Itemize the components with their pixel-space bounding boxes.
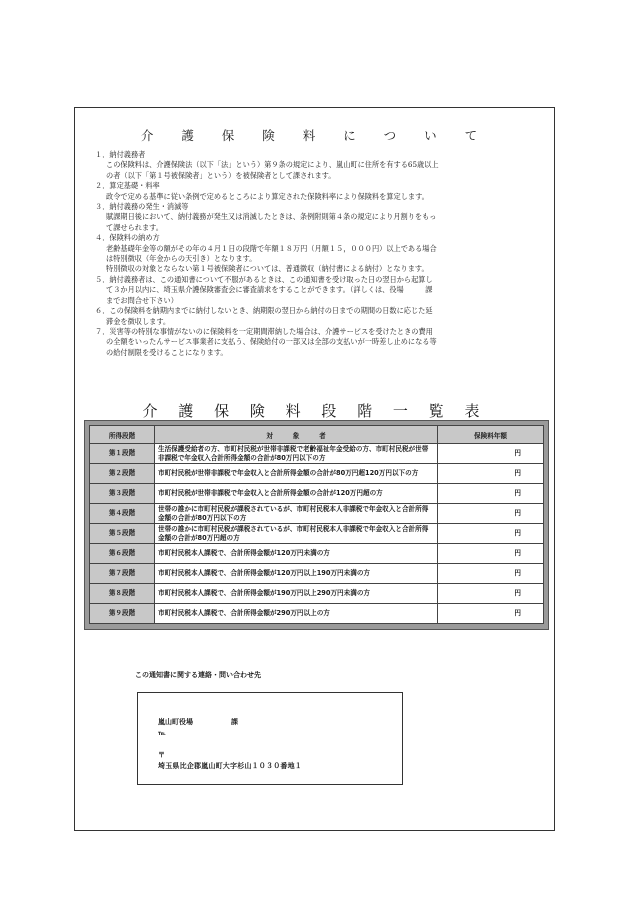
stage-cell: 第９段階 [90, 604, 155, 624]
section-1 [95, 150, 542, 181]
section-line: て課せられます。 [106, 222, 163, 232]
section-line: 老齢基礎年金等の額がその年の４月１日の段階で年額１８万円（月額１５，０００円）以上である場合 [106, 243, 437, 253]
contact-box [137, 692, 403, 785]
fee-table [89, 425, 544, 624]
section-line: この保険料は、介護保険法（以下「法」という）第９条の規定により、嵐山町に住所を有する65歳以上 [106, 160, 439, 170]
tel-line: ℡ [158, 730, 166, 737]
amount-cell: 円 [438, 564, 544, 584]
table-row [90, 524, 544, 544]
table-row [90, 464, 544, 484]
section-6 [95, 306, 542, 327]
table-header-row [90, 426, 544, 444]
page-title: 介 護 保 険 料 に つ い て [140, 128, 490, 143]
section-line: の者（以下「第１号被保険者」という）を被保険者として課されます。 [106, 170, 336, 180]
section-title: ４．保険料の納め方 [95, 233, 160, 243]
stage-cell: 第２段階 [90, 464, 155, 484]
section-line: て３か月以内に、埼玉県介護保険審査会に審査請求をすることができます。（詳しくは、役場 課 [106, 285, 433, 295]
section-3 [95, 202, 542, 233]
table-row [90, 544, 544, 564]
contact-office-line [158, 717, 238, 727]
section-title: ５．納付義務者は、この通知書について不服があるときは、この通知書を受け取った日の翌日から起算し [95, 274, 433, 284]
table-row [90, 444, 544, 464]
amount-cell: 円 [438, 484, 544, 504]
section-title: ２．算定基礎・料率 [95, 181, 160, 191]
header-stage: 所得段階 [90, 426, 155, 444]
amount-cell: 円 [438, 604, 544, 624]
section-7 [95, 327, 542, 358]
section-title: ３．納付義務の発生・消滅等 [95, 202, 189, 212]
section-line: 賦課期日後において、納付義務が発生又は消滅したときは、条例附則第４条の規定により月割りをもっ [106, 212, 437, 222]
target-cell: 世帯の誰かに市町村民税が課税されているが、市町村民税本人非課税で年金収入と合計所得金額の合計が80万円以下の方 [155, 504, 438, 524]
amount-cell: 円 [438, 544, 544, 564]
section-4 [95, 233, 542, 275]
section-2 [95, 181, 542, 202]
section-line: までお問合せ下さい） [106, 295, 178, 305]
contact-label: この通知書に関する連絡・問い合わせ先 [135, 671, 261, 679]
section-title: １．納付義務者 [95, 150, 146, 159]
stage-cell: 第６段階 [90, 544, 155, 564]
table-row [90, 564, 544, 584]
target-cell: 生活保護受給者の方、市町村民税が世帯非課税で老齢福祉年金受給の方、市町村民税が世帯非課税で年金収入合計所得金額の合計が80万円以下の方 [155, 444, 438, 464]
target-cell: 市町村民税本人課税で、合計所得金額が120万円未満の方 [155, 544, 438, 564]
postal-mark: 〒 [158, 751, 165, 759]
stage-cell: 第７段階 [90, 564, 155, 584]
table-title: 介 護 保 険 料 段 階 一 覧 表 [142, 402, 488, 420]
stage-cell: 第４段階 [90, 504, 155, 524]
amount-cell: 円 [438, 464, 544, 484]
section-name: 課 [231, 718, 238, 726]
stage-cell: 第３段階 [90, 484, 155, 504]
target-cell: 市町村民税本人課税で、合計所得金額が290万円以上の方 [155, 604, 438, 624]
amount-cell: 円 [438, 524, 544, 544]
stage-cell: 第５段階 [90, 524, 155, 544]
target-cell: 市町村民税が世帯非課税で年金収入と合計所得金額の合計が80万円超120万円以下の方 [155, 464, 438, 484]
target-cell: 市町村民税本人課税で、合計所得金額が190万円以上290万円未満の方 [155, 584, 438, 604]
amount-cell: 円 [438, 504, 544, 524]
section-line: の全額をいったんサービス事業者に支払う、保険給付の一部又は全部の支払いが一時差し止めになる等 [106, 337, 437, 347]
amount-cell: 円 [438, 584, 544, 604]
target-cell: 世帯の誰かに市町村民税が課税されているが、市町村民税本人非課税で年金収入と合計所得金額の合計が80万円超の方 [155, 524, 438, 544]
stage-cell: 第１段階 [90, 444, 155, 464]
stage-cell: 第８段階 [90, 584, 155, 604]
section-line: 政令で定める基準に従い条例で定めるところにより算定された保険料率により保険料を算定します。 [106, 191, 429, 201]
info-sections [95, 150, 542, 358]
section-line: 特別徴収の対象とならない第１号被保険者については、普通徴収（納付書による納付）となります。 [106, 264, 429, 274]
section-title: ６．この保険料を納期内までに納付しないとき、納期限の翌日から納付の日までの期間の日数に応じた延 [95, 306, 433, 316]
section-line: 滞金を徴収します。 [106, 316, 171, 326]
amount-cell: 円 [438, 444, 544, 464]
section-line: は特別徴収（年金からの天引き）となります。 [106, 254, 257, 264]
section-5 [95, 275, 542, 306]
table-row [90, 604, 544, 624]
table-row [90, 504, 544, 524]
table-row [90, 484, 544, 504]
table-row [90, 584, 544, 604]
fee-table-panel [84, 420, 549, 630]
section-title: ７．災害等の特別な事情がないのに保険料を一定期間滞納した場合は、介護サービスを受けたときの費用 [95, 326, 433, 336]
header-amount: 保険料年額 [438, 426, 544, 444]
target-cell: 市町村民税が世帯非課税で年金収入と合計所得金額の合計が120万円超の方 [155, 484, 438, 504]
address: 埼玉県比企郡嵐山町大字杉山１０３０番地１ [158, 762, 302, 770]
section-line: の給付制限を受けることになります。 [106, 347, 228, 357]
office-name: 嵐山町役場 [158, 718, 193, 726]
header-target: 対 象 者 [155, 426, 438, 444]
target-cell: 市町村民税本人課税で、合計所得金額が120万円以上190万円未満の方 [155, 564, 438, 584]
